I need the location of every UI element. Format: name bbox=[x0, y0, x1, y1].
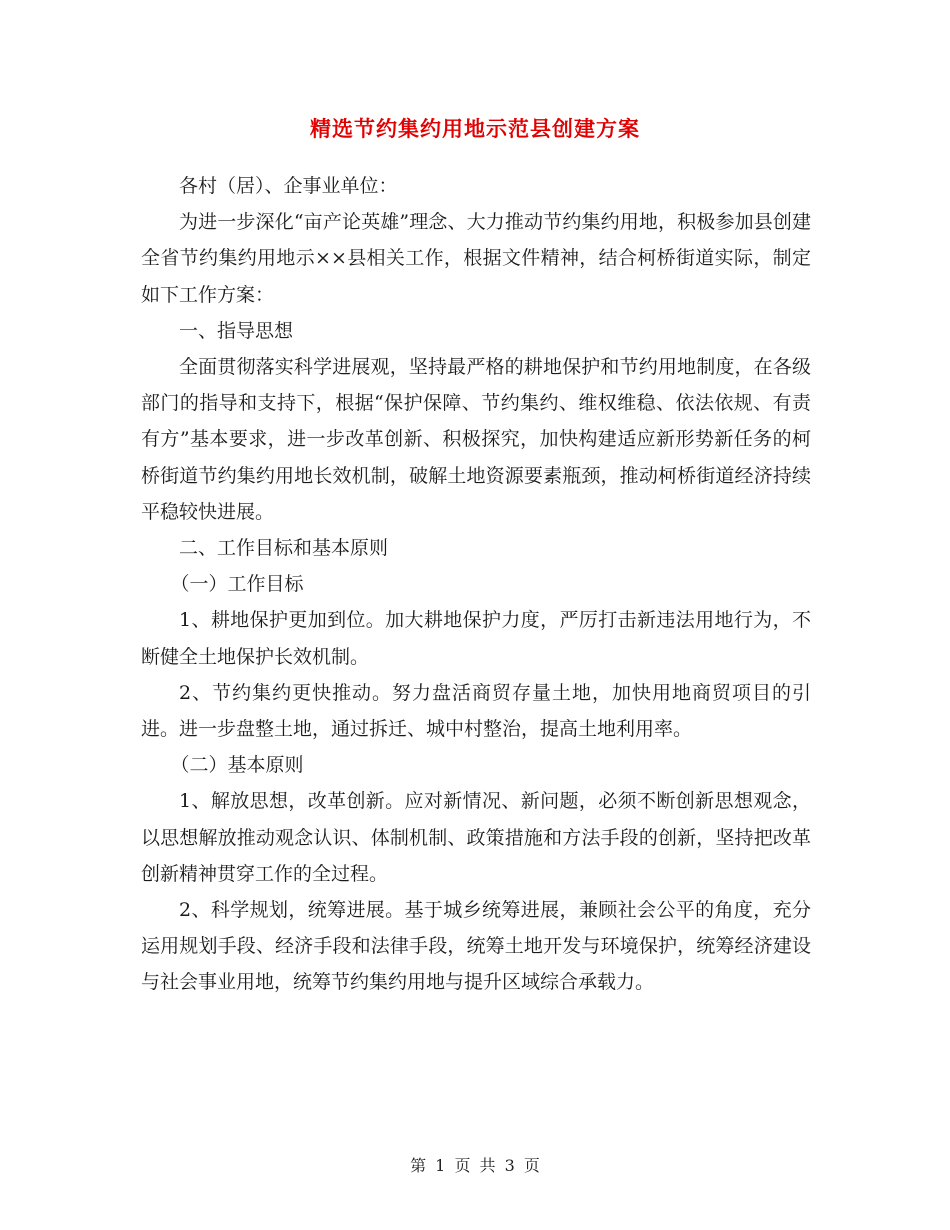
document-title: 精选节约集约用地示范县创建方案 bbox=[310, 116, 640, 141]
subheading-work-goals: （一）工作目标 bbox=[170, 573, 304, 596]
paragraph-salutation: 各村（居）、企事业单位： bbox=[179, 175, 398, 197]
document-body bbox=[141, 168, 811, 1001]
paragraph-guiding-thought: 全面贯彻落实科学进展观，坚持最严格的耕地保护和节约用地制度，在各级部门的指导和支持下，根据“保护保障、节约集约、维权维稳、依法依规、有责有方”基本要求，进一步改革创新、积极探究，加快构建适应新形势新任务的柯桥街道节约集约用地长效机制，破解土地资源要素瓶颈，推动柯桥街道经济持续平稳较快进展。 bbox=[141, 356, 811, 523]
subheading-basic-principles: （二）基本原则 bbox=[170, 754, 304, 777]
page-footer: 第 1 页 共 3 页 bbox=[410, 1156, 540, 1175]
heading-guiding-thought: 一、指导思想 bbox=[179, 319, 294, 342]
paragraph-intro: 为进一步深化“亩产论英雄”理念、大力推动节约集约用地，积极参加县创建全省节约集约用地示××县相关工作，根据文件精神，结合柯桥街道实际，制定如下工作方案： bbox=[141, 211, 811, 306]
paragraph-goal-1: 1、耕地保护更加到位。加大耕地保护力度，严厉打击新违法用地行为，不断健全土地保护长效机制。 bbox=[141, 609, 811, 668]
heading-goals-principles: 二、工作目标和基本原则 bbox=[179, 537, 389, 560]
paragraph-goal-2: 2、节约集约更快推动。努力盘活商贸存量土地，加快用地商贸项目的引进。进一步盘整土地，通过拆迁、城中村整治，提高土地利用率。 bbox=[141, 681, 811, 741]
paragraph-principle-1: 1、解放思想，改革创新。应对新情况、新问题，必须不断创新思想观念，以思想解放推动观念认识、体制机制、政策措施和方法手段的创新，坚持把改革创新精神贯穿工作的全过程。 bbox=[141, 790, 811, 885]
paragraph-principle-2: 2、科学规划，统筹进展。基于城乡统筹进展，兼顾社会公平的角度，充分运用规划手段、经济手段和法律手段，统筹土地开发与环境保护，统筹经济建设与社会事业用地，统筹节约集约用地与提升区域综合承载力。 bbox=[141, 899, 811, 994]
